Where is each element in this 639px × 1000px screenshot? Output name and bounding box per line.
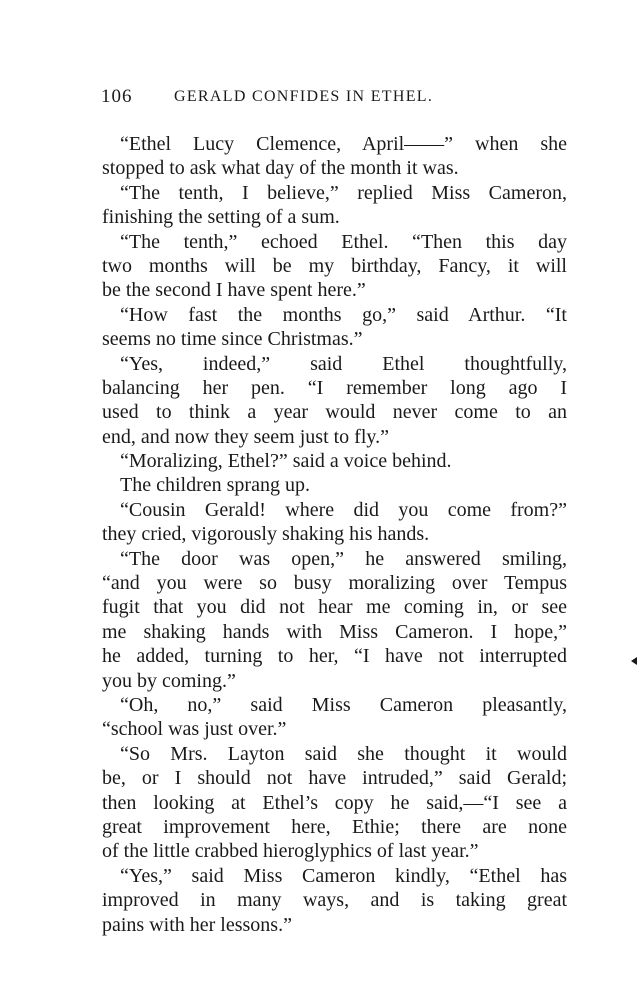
text-line: The children sprang up.: [120, 474, 310, 497]
text-line: “How fast the months go,” said Arthur. “It: [120, 303, 567, 326]
text-line: end, and now they seem just to fly.”: [102, 425, 389, 448]
margin-arrow-icon: [631, 657, 637, 665]
text-line: used to think a year would never come to an: [102, 401, 567, 424]
text-line: “Moralizing, Ethel?” said a voice behind.: [120, 450, 452, 473]
text-line: “school was just over.”: [102, 718, 287, 741]
text-line: “Ethel Lucy Clemence, April——” when she: [120, 133, 567, 155]
text-line: “The tenth, I believe,” replied Miss Cameron,: [120, 181, 567, 204]
text-line: then looking at Ethel’s copy he said,—“I see a: [102, 791, 567, 814]
text-line: be the second I have spent here.”: [102, 279, 366, 302]
text-line: of the little crabbed hieroglyphics of last year.”: [102, 840, 479, 863]
text-line: me shaking hands with Miss Cameron. I hope,”: [102, 620, 567, 643]
text-line: balancing her pen. “I remember long ago I: [102, 376, 567, 399]
text-line: “and you were so busy moralizing over Tempus: [102, 572, 567, 595]
text-line: “Cousin Gerald! where did you come from?”: [120, 498, 567, 521]
text-line: great improvement here, Ethie; there are none: [102, 815, 567, 838]
page-header: [101, 86, 541, 116]
body-text: [102, 132, 567, 937]
text-line: “Oh, no,” said Miss Cameron pleasantly,: [120, 693, 567, 716]
text-line: he added, turning to her, “I have not interrupted: [102, 645, 567, 668]
text-line: “So Mrs. Layton said she thought it would: [120, 742, 567, 765]
text-line: pains with her lessons.”: [102, 913, 292, 936]
text-line: be, or I should not have intruded,” said Gerald;: [102, 767, 567, 790]
text-line: “The tenth,” echoed Ethel. “Then this day: [120, 230, 567, 253]
text-line: seems no time since Christmas.”: [102, 328, 363, 351]
text-line: they cried, vigorously shaking his hands.: [102, 523, 430, 546]
page-number: 106: [101, 86, 133, 107]
text-line: two months will be my birthday, Fancy, it will: [102, 254, 567, 277]
text-line: “Yes,” said Miss Cameron kindly, “Ethel has: [120, 864, 567, 887]
text-line: improved in many ways, and is taking great: [102, 889, 567, 912]
text-line: “Yes, indeed,” said Ethel thoughtfully,: [120, 352, 567, 375]
text-line: “The door was open,” he answered smiling,: [120, 547, 567, 570]
running-head: GERALD CONFIDES IN ETHEL.: [174, 88, 434, 105]
text-line: stopped to ask what day of the month it was.: [102, 157, 459, 180]
text-line: you by coming.”: [102, 669, 236, 692]
text-line: fugit that you did not hear me coming in, or see: [102, 596, 567, 619]
text-line: finishing the setting of a sum.: [102, 206, 340, 229]
